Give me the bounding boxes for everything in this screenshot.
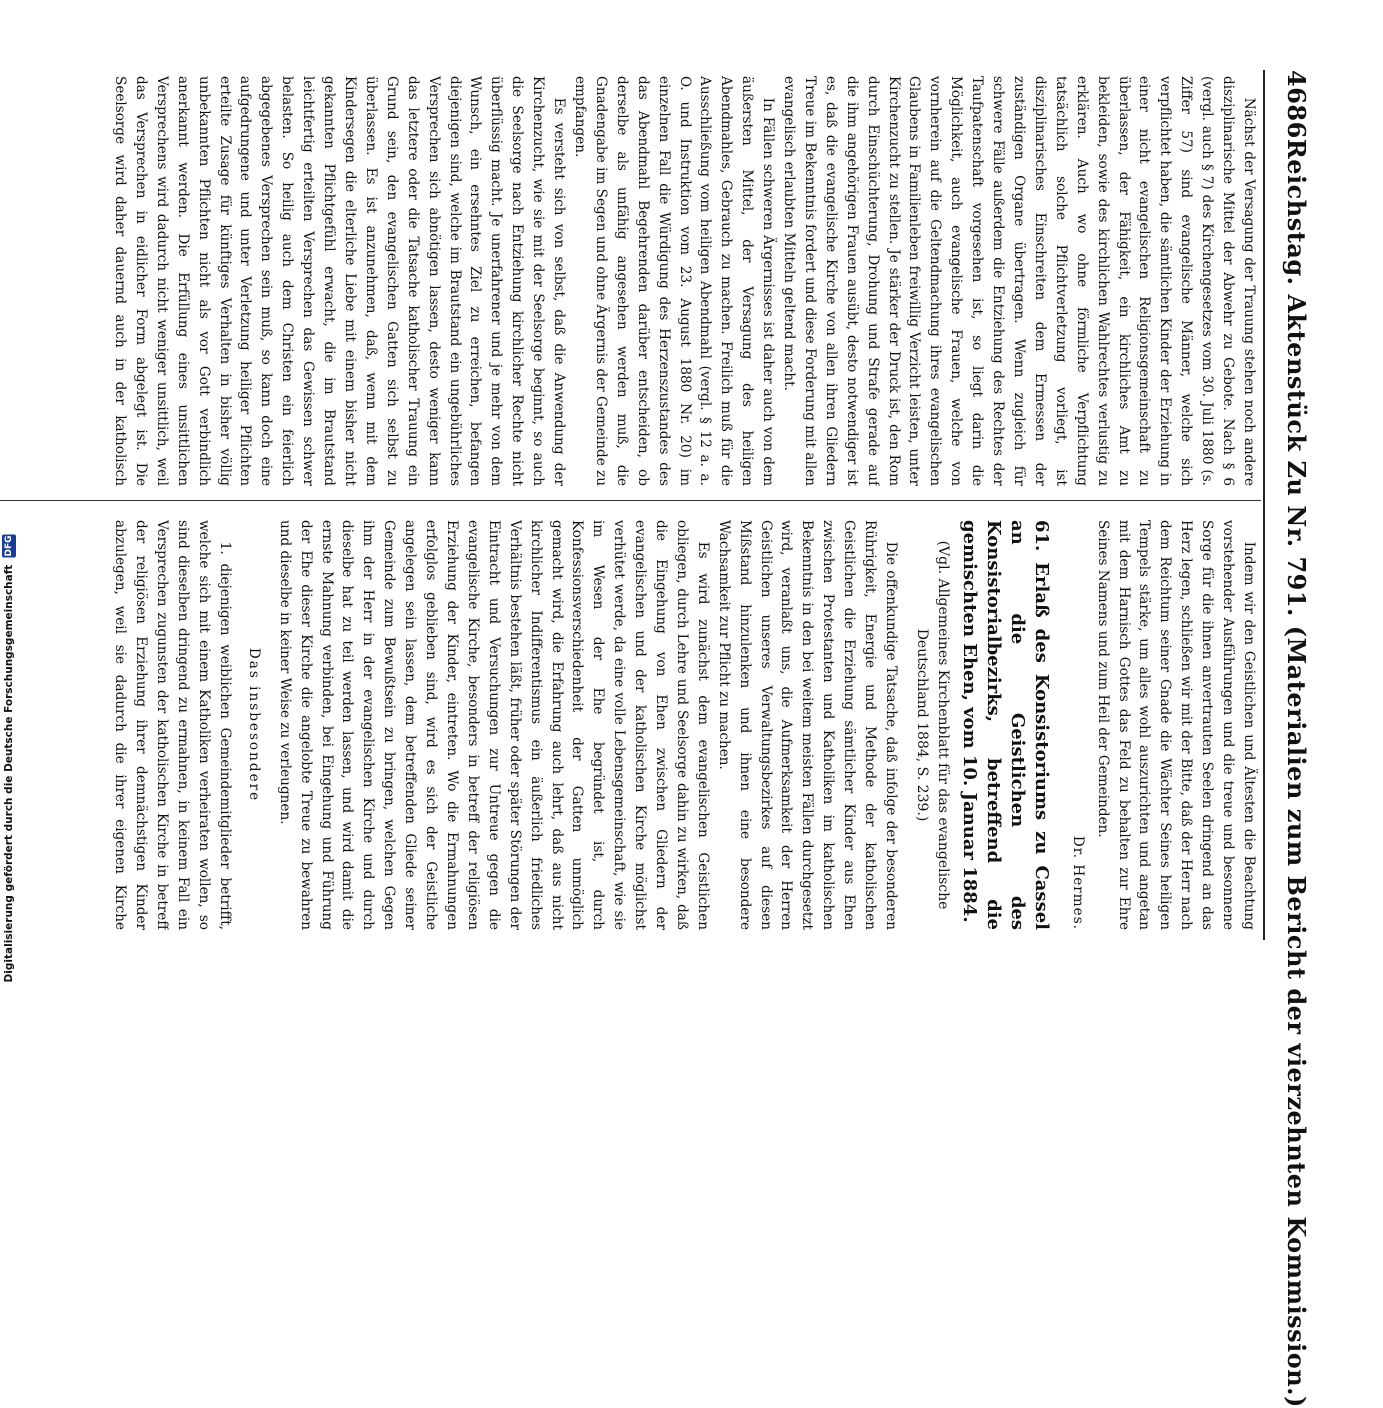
page-title: Reichstag. Aktenstück Zu Nr. 791. (Materialien zum Bericht der vierzehnten Kommission.) (1282, 138, 1312, 1408)
section-source: (Vgl. Allgemeines Kirchenblatt für das evangelische Deutschland 1884, S. 239.) (913, 540, 951, 910)
paragraph: Nächst der Versagung der Trauung stehen noch andere disziplinarische Mittel der Abwehr zu Gebote. Nach § 6 (vergl. auch § 7) des Kirchengesetzes vom 30. Juli 1880 (s. Ziffer 57) sind evangelische Männer, welche sich verpflichtet haben, die sämtlichen Kinder der Erziehung in einer nicht evangelischen Religionsgemeinschaft zu überlassen, der Fähigkeit, ein kirchliches Amt zu bekleiden, sowie des kirchlichen Wahlrechtes verlustig zu erklären. Auch wo ohne förmliche Verpflichtung tatsächlich solche Pflichtverletzung vorliegt, ist disziplinarisches Einschreiten dem Ermessen der zuständigen Organe übertragen. Wenn zugleich für schwere Fälle außerdem die Entziehung des Rechtes der Taufpatenschaft vorgesehen ist, so liegt darin die Möglichkeit, auch evangelische Frauen, welche von vornherein auf die Geltendmachung ihres evangelischen Glaubens in Familienleben freiwillig Verzicht leisten, unter Kirchenzucht zu stellen. Je stärker der Druck ist, den Rom durch Einschüchterung, Drohung und Strafe gerade auf die ihm angehörigen Frauen ausübt, desto notwendiger ist es, daß die evangelische Kirche von allen ihren Gliedern Treue im Bekenntnis fordert und diese Forderung mit allen evangelisch erlaubten Mitteln geltend macht. (781, 76, 1257, 486)
digitization-credit (2, 534, 16, 982)
signature: Dr. Hermes. (1069, 835, 1086, 930)
dfg-logo: DFG (4, 534, 14, 556)
page-header (1277, 70, 1317, 1408)
paragraph: In Fällen schweren Ärgernisses ist daher auch von dem äußersten Mittel, der Versagung des heiligen Abendmahles, Gebrauch zu machen. Freilich muß für die Ausschließung vom heiligen Abendmahl (vergl. § 12 a. a. O. und Instruktion vom 23. August 1880 Nr. 20) im einzelnen Fall die Würdigung des Herzenszustandes des das Abendmahl Begehrenden darüber entscheiden, ob derselbe als unfähig angesehen werden muß, die Gnadengabe im Segen und ohne Ärgernis der Gemeinde zu empfangen. (572, 76, 777, 486)
column-divider (0, 500, 1261, 501)
subheading: Das insbesondere (245, 647, 262, 803)
numbered-list (109, 520, 235, 930)
credit-text: Digitalisierung gefördert durch die Deutsche Forschungsgemeinschaft (3, 564, 15, 982)
paragraph: Es versteht sich von selbst, daß die Anwendung der Kirchenzucht, wie sie mit der Seelsorge beginnt, so auch die Seelsorge nach Entziehung kirchlicher Rechte nicht überflüssig macht. Je unerfahrener und je mehr von dem Wunsch, ein ersehntes Ziel zu erreichen, befangen diejenigen sind, welche im Brautstand ein ungebührliches Versprechen sich abnötigen lassen, desto weniger kann das letztere oder die Tatsache katholischer Trauung ein Grund sein, den evangelischen Gatten sich selbst zu überlassen. Es ist anzunehmen, daß, wenn mit dem Kindersegen die elterliche Liebe mit einem bisher nicht gekannten Pflichtgefühl erwacht, die im Brautstand leichtfertig erteilten Versprechen das Gewissen schwer belasten. So heilig auch dem Christen ein feierlich abgegebenes Versprechen sein muß, so kann doch eine aufgedrungene und unter Verletzung heiliger Pflichten erteilte Zusage für künftiges Verhalten in bisher völlig unbekannten Pflichten nicht als vor Gott verbindlich anerkannt werden. Die Erfüllung eines unsittlichen Versprechens wird dadurch nicht weniger unsittlich, weil das Versprechen in eidlicher Form abgelegt ist. Die Seelsorge wird daher dauernd auch in der katholisch (112, 76, 568, 486)
list-item: 1. diejenigen weiblichen Gemeindemitglieder betrifft, welche sich mit einem Katholiken verheiraten wollen, so sind dieselben dringend zu ermahnen, in keinem Fall ein Versprechen zugunsten der katholischen Kirche in betreff der religiösen Erziehung ihrer demnächstigen Kinder abzulegen, weil sie dadurch die ihrer eigenen Kirche (112, 520, 233, 930)
section-heading: 61. Erlaß des Konsistoriums zu Cassel an die Geistlichen des Konsistorialbezirks, betreffend die gemischten Ehen, vom 10. Januar 1884. (958, 520, 1052, 930)
paragraph: Die offenkundige Tatsache, daß infolge der besonderen Rührigkeit, Energie und Methode der katholischen Geistlichen die Erziehung sämtlicher Kinder aus Ehen zwischen Protestanten und Katholiken im katholischen Bekenntnis in den bei weitem meisten Fällen durchgesetzt wird, veranlaßt uns, die Aufmerksamkeit der Herren Geistlichen unseres Verwaltungsbezirkes auf diesen Mißstand hinzulenken und ihnen eine besondere Wachsamkeit zur Pflicht zu machen. (715, 520, 900, 930)
right-column (109, 520, 1259, 930)
header-divider (1263, 70, 1265, 940)
page-number: 4686 (1282, 70, 1312, 139)
paragraph: Es wird zunächst dem evangelischen Geistlichen obliegen, durch Lehre und Seelsorge dahin zu wirken, daß die Eingehung von Ehen zwischen Gliedern der evangelischen und der katholischen Kirche möglichst verhütet werde, da eine volle Lebensgemeinschaft, wie sie im Wesen der Ehe begründet ist, durch Konfessionsverschiedenheit der Gatten unmöglich gemacht wird, die Erfahrung auch lehrt, daß aus nicht kirchlicher Indifferentismus ein äußerlich friedliches Verhältnis bestehen läßt, früher oder später Störungen der Eintracht und Versuchungen zur Untreue gegen die evangelische Kirche, besonders in betreff der religiösen Erziehung der Kinder, eintreten. Wo die Ermahnungen erfolglos geblieben sind, wird es sich der Geistliche angelegen sein lassen, dem betreffenden Gliede seiner Gemeinde zum Bewußtsein zu bringen, welchen Gegen ihm der Herr in der evangelischen Kirche und durch dieselbe hat zu teil werden lassen, und wird damit die ernste Mahnung verbinden, bei Eingehung und Führung der Ehe dieser Kirche die angelobte Treue zu bewahren und dieselbe in keiner Weise zu verleugnen. (276, 520, 711, 930)
paragraph: Indem wir den Geistlichen und Ältesten die Beachtung vorstehender Ausführungen und die treue und besonnene Sorge für die ihnen anvertrauten Seelen dringend an das Herz legen, schließen wir mit der Bitte, daß der Herr nach dem Reichtum seiner Gnade die Wächter Seines heiligen Tempels stärke, um alles wohl auszurichten und angetan mit dem Harnisch Gottes das Feld zu behalten zur Ehre Seines Namens und zum Heil der Gemeinden. (1094, 520, 1257, 930)
left-column (109, 76, 1259, 486)
